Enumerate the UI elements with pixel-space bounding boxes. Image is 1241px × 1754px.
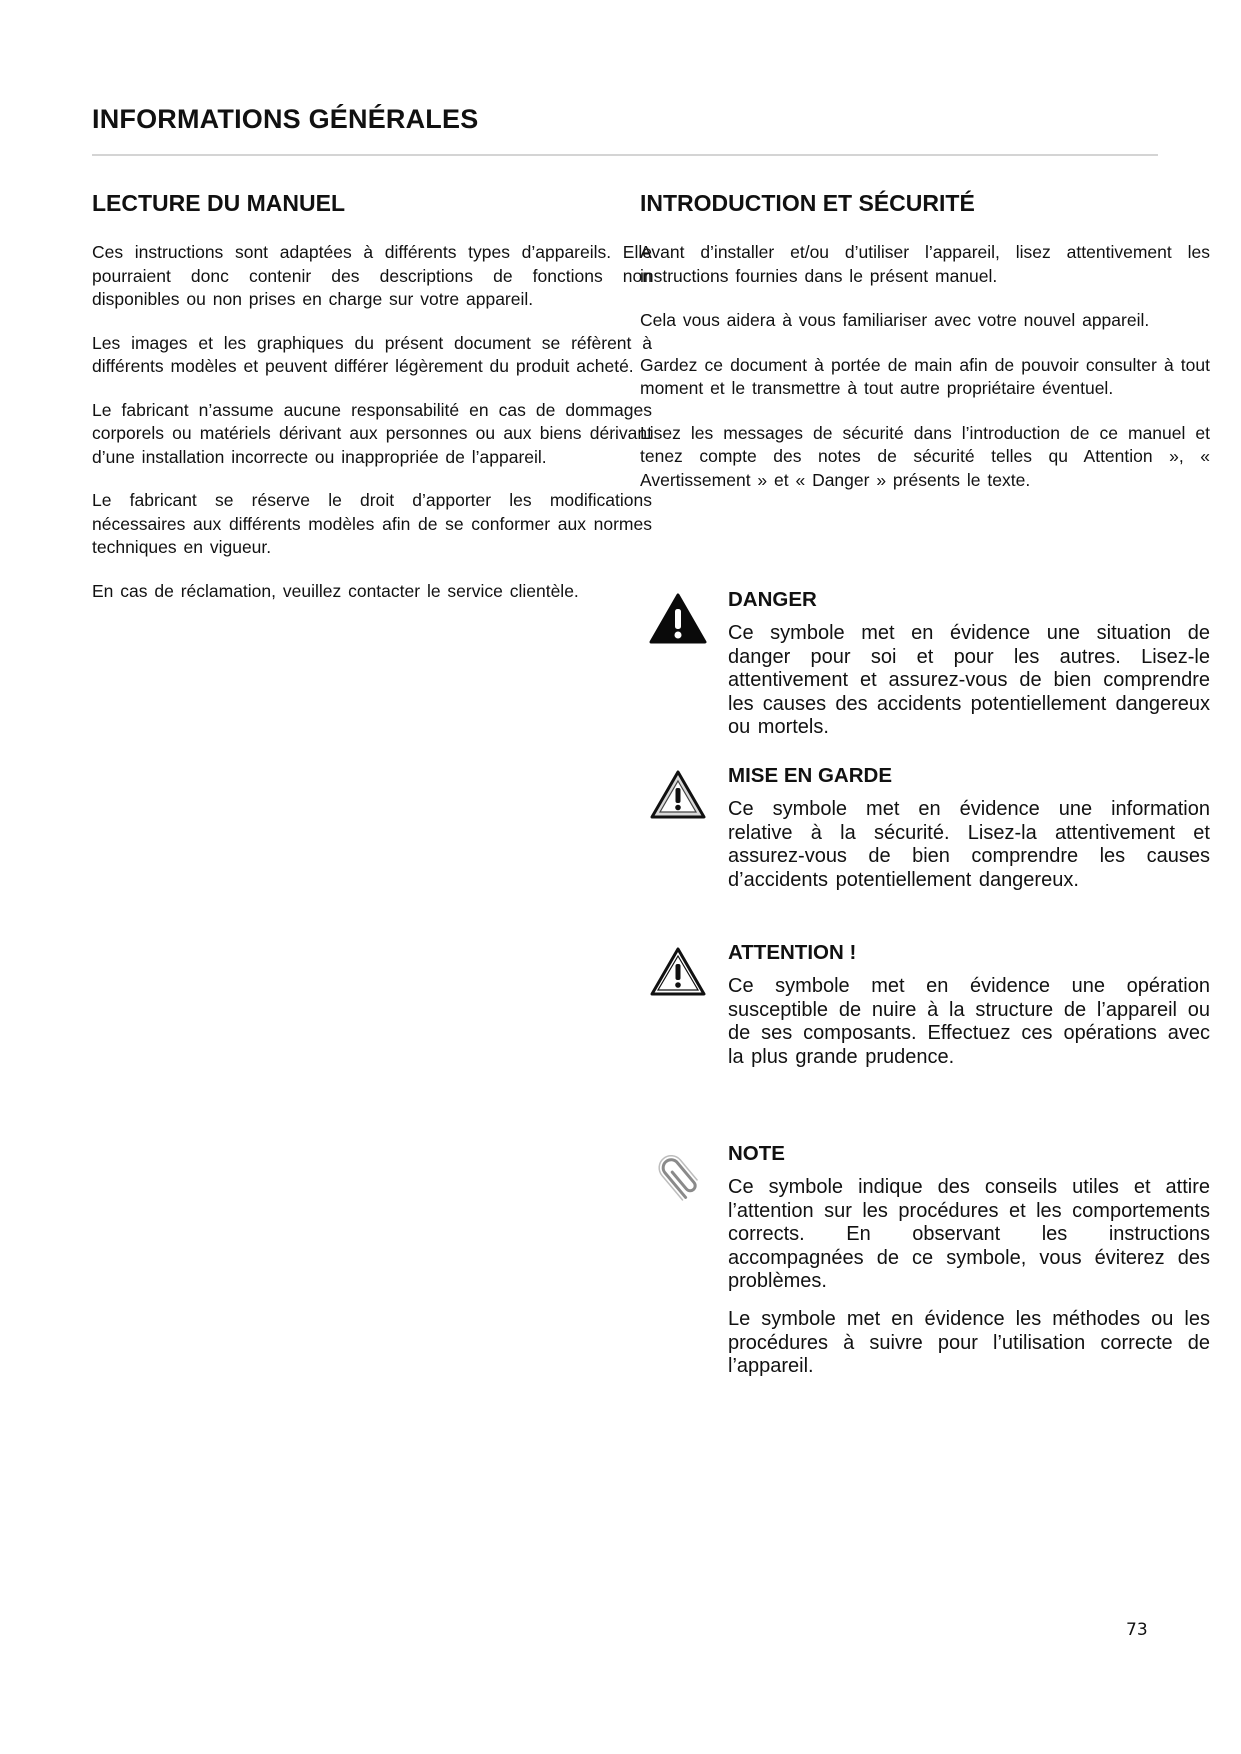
title-divider	[92, 154, 1158, 156]
paragraph: Avant d’installer et/ou d’utiliser l’appareil, lisez attentivement les instructions fournies dans le présent manuel.	[640, 242, 1210, 286]
notice-text: Ce symbole met en évidence une opération susceptible de nuire à la structure de l’appareil ou de ses composants. Effectuez ces opérations avec la plus grande prudence.	[728, 975, 1210, 1068]
right-column	[640, 190, 1210, 513]
warning-triangle-icon	[648, 768, 708, 822]
paragraph: Lisez les messages de sécurité dans l’introduction de ce manuel et tenez compte des notes de sécurité telles qu Attention », « Avertissement » et « Danger » présents le texte.	[640, 422, 1210, 490]
paperclip-icon	[648, 1152, 708, 1206]
section-heading-lecture: LECTURE DU MANUEL	[92, 190, 345, 216]
danger-filled-triangle-icon	[648, 592, 708, 646]
notice-title: DANGER	[728, 588, 817, 611]
notice-text: Le symbole met en évidence les méthodes ou les procédures à suivre pour l’utilisation correcte de l’appareil.	[728, 1307, 1210, 1378]
page-title: INFORMATIONS GÉNÉRALES	[92, 104, 479, 134]
paragraph: En cas de réclamation, veuillez contacter le service clientèle.	[92, 580, 579, 601]
left-column	[92, 190, 652, 623]
paragraph: Les images et les graphiques du présent document se réfèrent à différents modèles et peuvent différer légèrement du produit acheté.	[92, 332, 652, 376]
paragraph: Le fabricant se réserve le droit d’apporter les modifications nécessaires aux différents modèles afin de se conformer aux normes techniques en vigueur.	[92, 490, 652, 557]
paragraph: Gardez ce document à portée de main afin de pouvoir consulter à tout moment et le transmettre à tout autre propriétaire éventuel.	[640, 354, 1210, 398]
notice-title: ATTENTION !	[728, 941, 857, 964]
page-number: 73	[1126, 1620, 1148, 1640]
notice-title: NOTE	[728, 1142, 785, 1165]
notice-text: Ce symbole met en évidence une information relative à la sécurité. Lisez-la attentivement et assurez-vous de bien comprendre les causes d’accidents potentiellement dangereux.	[728, 798, 1210, 891]
paragraph: Le fabricant n’assume aucune responsabilité en cas de dommages corporels ou matériels dérivant aux personnes ou aux biens dérivant d’une installation incorrecte ou inappropriée de l’appareil.	[92, 399, 652, 467]
paragraph: Cela vous aidera à vous familiariser avec votre nouvel appareil.	[640, 310, 1150, 330]
notice-title: MISE EN GARDE	[728, 764, 893, 787]
notice-text: Ce symbole met en évidence une situation de danger pour soi et pour les autres. Lisez-le attentivement et assurez-vous de bien comprendre les causes des accidents potentiellement dangereux ou mortels.	[728, 622, 1210, 739]
paragraph: Ces instructions sont adaptées à différents types d’appareils. Elle pourraient donc contenir des descriptions de fonctions non disponibles ou non prises en charge sur votre appareil.	[92, 242, 652, 309]
attention-triangle-icon	[648, 945, 708, 999]
section-heading-introduction: INTRODUCTION ET SÉCURITÉ	[640, 190, 975, 216]
notice-text: Ce symbole indique des conseils utiles et attire l’attention sur les procédures et les comportements corrects. En observant les instructions accompagnées de ce symbole, vous éviterez des problèmes.	[728, 1176, 1210, 1293]
